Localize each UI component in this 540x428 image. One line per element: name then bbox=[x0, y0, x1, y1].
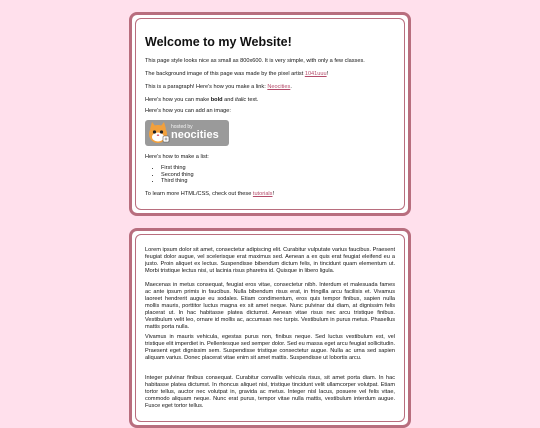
link-paragraph-text: This is a paragraph! Here's how you make a link: bbox=[145, 84, 268, 90]
example-list bbox=[145, 165, 395, 185]
link-paragraph bbox=[145, 84, 395, 91]
image-paragraph-text: Here's how you can add an image: bbox=[145, 108, 231, 114]
formatting-mid: and bbox=[222, 97, 236, 103]
list-item: • Third thing bbox=[161, 178, 395, 185]
list-item: • Second thing bbox=[161, 172, 395, 179]
artist-link[interactable]: 1041uuu bbox=[304, 71, 327, 77]
bold-text: bold bbox=[210, 97, 223, 103]
intro-paragraph bbox=[145, 58, 395, 65]
badge-small-text: hosted by bbox=[171, 124, 193, 130]
lorem-paragraph-2: Maecenas in metus consequat, feugiat eros vitae, consectetur nibh. Interdum et malesuada fames ac ante ipsum primis in faucibus. Nulla bibendum risus erat, in fringilla arcu facilisis et. Vivamus laoreet hendrerit augue eu sodales. Etiam condimentum, eros quis tempor finibus, sapien nulla mollis mauris, porttitor luctus magna ex sit amet neque. Nunc pulvinar dui diam, at dignissim felis placerat ut. In hac habitasse platea dictumst. Aenean vitae risus nec arcu tristique finibus. Vestibulum velit leo, ornare id mollis ac, accumsan nec turpis. Vestibulum in purus metus. Phasellus mattis porta nulla. bbox=[145, 282, 395, 330]
lorem-paragraph-1: Lorem ipsum dolor sit amet, consectetur adipiscing elit. Curabitur vulputate varius faucibus. Praesent feugiat dolor augue, vel scelerisque erat maximus sed. Aenean a ex quis erat feugiat eleifend eu a justo. Proin aliquet ex lectus. Suspendisse bibendum dictum felis, in tincidunt quam elementum ut. Morbi tristique lectus nisi, ut lacinia risus pharetra id. Quisque in libero ligula. bbox=[145, 247, 395, 274]
background-credit-paragraph bbox=[145, 71, 395, 78]
lorem-card bbox=[129, 228, 411, 428]
intro-card-content bbox=[145, 15, 395, 213]
intro-text: This page style looks nice as small as 800x600. It is very simple, with only a few classes. bbox=[145, 58, 365, 64]
lorem-card-content bbox=[145, 231, 395, 425]
lorem-paragraph-4: Integer pulvinar finibus consequat. Curabitur convallis vehicula risus, sit amet porta diam. In hac habitasse platea dictumst. In rhoncus aliquet nisl, tristique tincidunt velit ullamcorper volutpat. Etiam tortor tellus, auctor nec volutpat in, gravida ac metus. Integer nisl lacus, posuere vel felis vitae, commodo aliquam neque. Nunc erat purus, tempor vitae nulla mattis, vestibulum interdum augue. Fusce eget tortor tellus. bbox=[145, 375, 395, 409]
tutorials-paragraph bbox=[145, 191, 395, 198]
list-paragraph bbox=[145, 154, 395, 161]
formatting-paragraph bbox=[145, 97, 395, 104]
neocities-link[interactable]: Neocities bbox=[267, 84, 291, 90]
badge-text bbox=[171, 125, 219, 141]
intro-card bbox=[129, 12, 411, 216]
image-paragraph bbox=[145, 108, 395, 115]
formatting-text: Here's how you can make bbox=[145, 97, 211, 103]
list-paragraph-text: Here's how to make a list: bbox=[145, 154, 209, 160]
list-item: • First thing bbox=[161, 165, 395, 172]
neocities-cat-icon bbox=[145, 120, 171, 146]
background-credit-text: The background image of this page was made by the pixel artist bbox=[145, 71, 305, 77]
link-paragraph-end: . bbox=[290, 84, 292, 90]
formatting-end: text. bbox=[246, 97, 259, 103]
background-credit-end: ! bbox=[326, 71, 329, 77]
tutorials-link[interactable]: tutorials bbox=[252, 191, 273, 197]
lorem-paragraph-3: Vivamus in mauris vehicula, egestas purus non, finibus neque. Sed luctus vestibulum est, vel tristique elit imperdiet in. Pellentesque sed semper dolor. Sed eu massa eget arcu feugiat sollicitudin. Praesent eget dignissim sem. Suspendisse tristique consectetur augue. Nulla ac urna sed sapien aliquam varius. Donec placerat vitae enim sit amet mattis. Suspendisse ut lobortis arcu. bbox=[145, 334, 395, 361]
tutorials-text: To learn more HTML/CSS, check out these bbox=[145, 191, 253, 197]
tutorials-end: ! bbox=[272, 191, 275, 197]
badge-big-text: neocities bbox=[171, 129, 219, 141]
italic-text: italic bbox=[235, 97, 247, 103]
hosted-by-neocities-badge[interactable] bbox=[145, 120, 229, 146]
page-title: Welcome to my Website! bbox=[145, 35, 292, 49]
